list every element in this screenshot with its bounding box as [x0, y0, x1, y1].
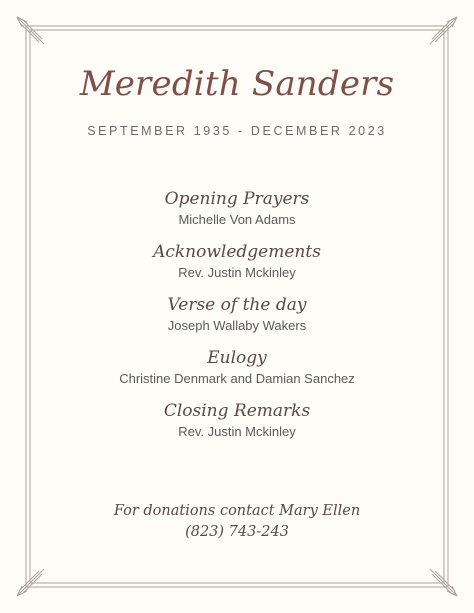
- program-item-person: Christine Denmark and Damian Sanchez: [119, 371, 355, 386]
- program-item-title: Opening Prayers: [164, 189, 310, 209]
- program-item-title: Eulogy: [207, 348, 267, 368]
- program-item-person: Rev. Justin Mckinley: [178, 424, 296, 439]
- program-item-title: Closing Remarks: [163, 401, 311, 421]
- program-item-verse-of-the-day: [0, 294, 474, 347]
- life-dates: SEPTEMBER 1935 - DECEMBER 2023: [87, 124, 387, 138]
- program-item-title: Verse of the day: [167, 295, 307, 315]
- program-item-eulogy: [0, 347, 474, 400]
- deceased-name: Meredith Sanders: [79, 64, 395, 104]
- program-item-person: Michelle Von Adams: [178, 212, 296, 227]
- donations-phone: (823) 743-243: [185, 524, 289, 540]
- donations-contact: For donations contact Mary Ellen: [113, 503, 361, 519]
- program-list: [0, 188, 474, 453]
- program-item-person: Joseph Wallaby Wakers: [167, 318, 307, 333]
- program-item-acknowledgements: [0, 241, 474, 294]
- program-item-title: Acknowledgements: [153, 242, 321, 262]
- program-item-closing-remarks: [0, 400, 474, 453]
- donations-note: [0, 501, 474, 543]
- program-item-opening-prayers: [0, 188, 474, 241]
- program-item-person: Rev. Justin Mckinley: [178, 265, 296, 280]
